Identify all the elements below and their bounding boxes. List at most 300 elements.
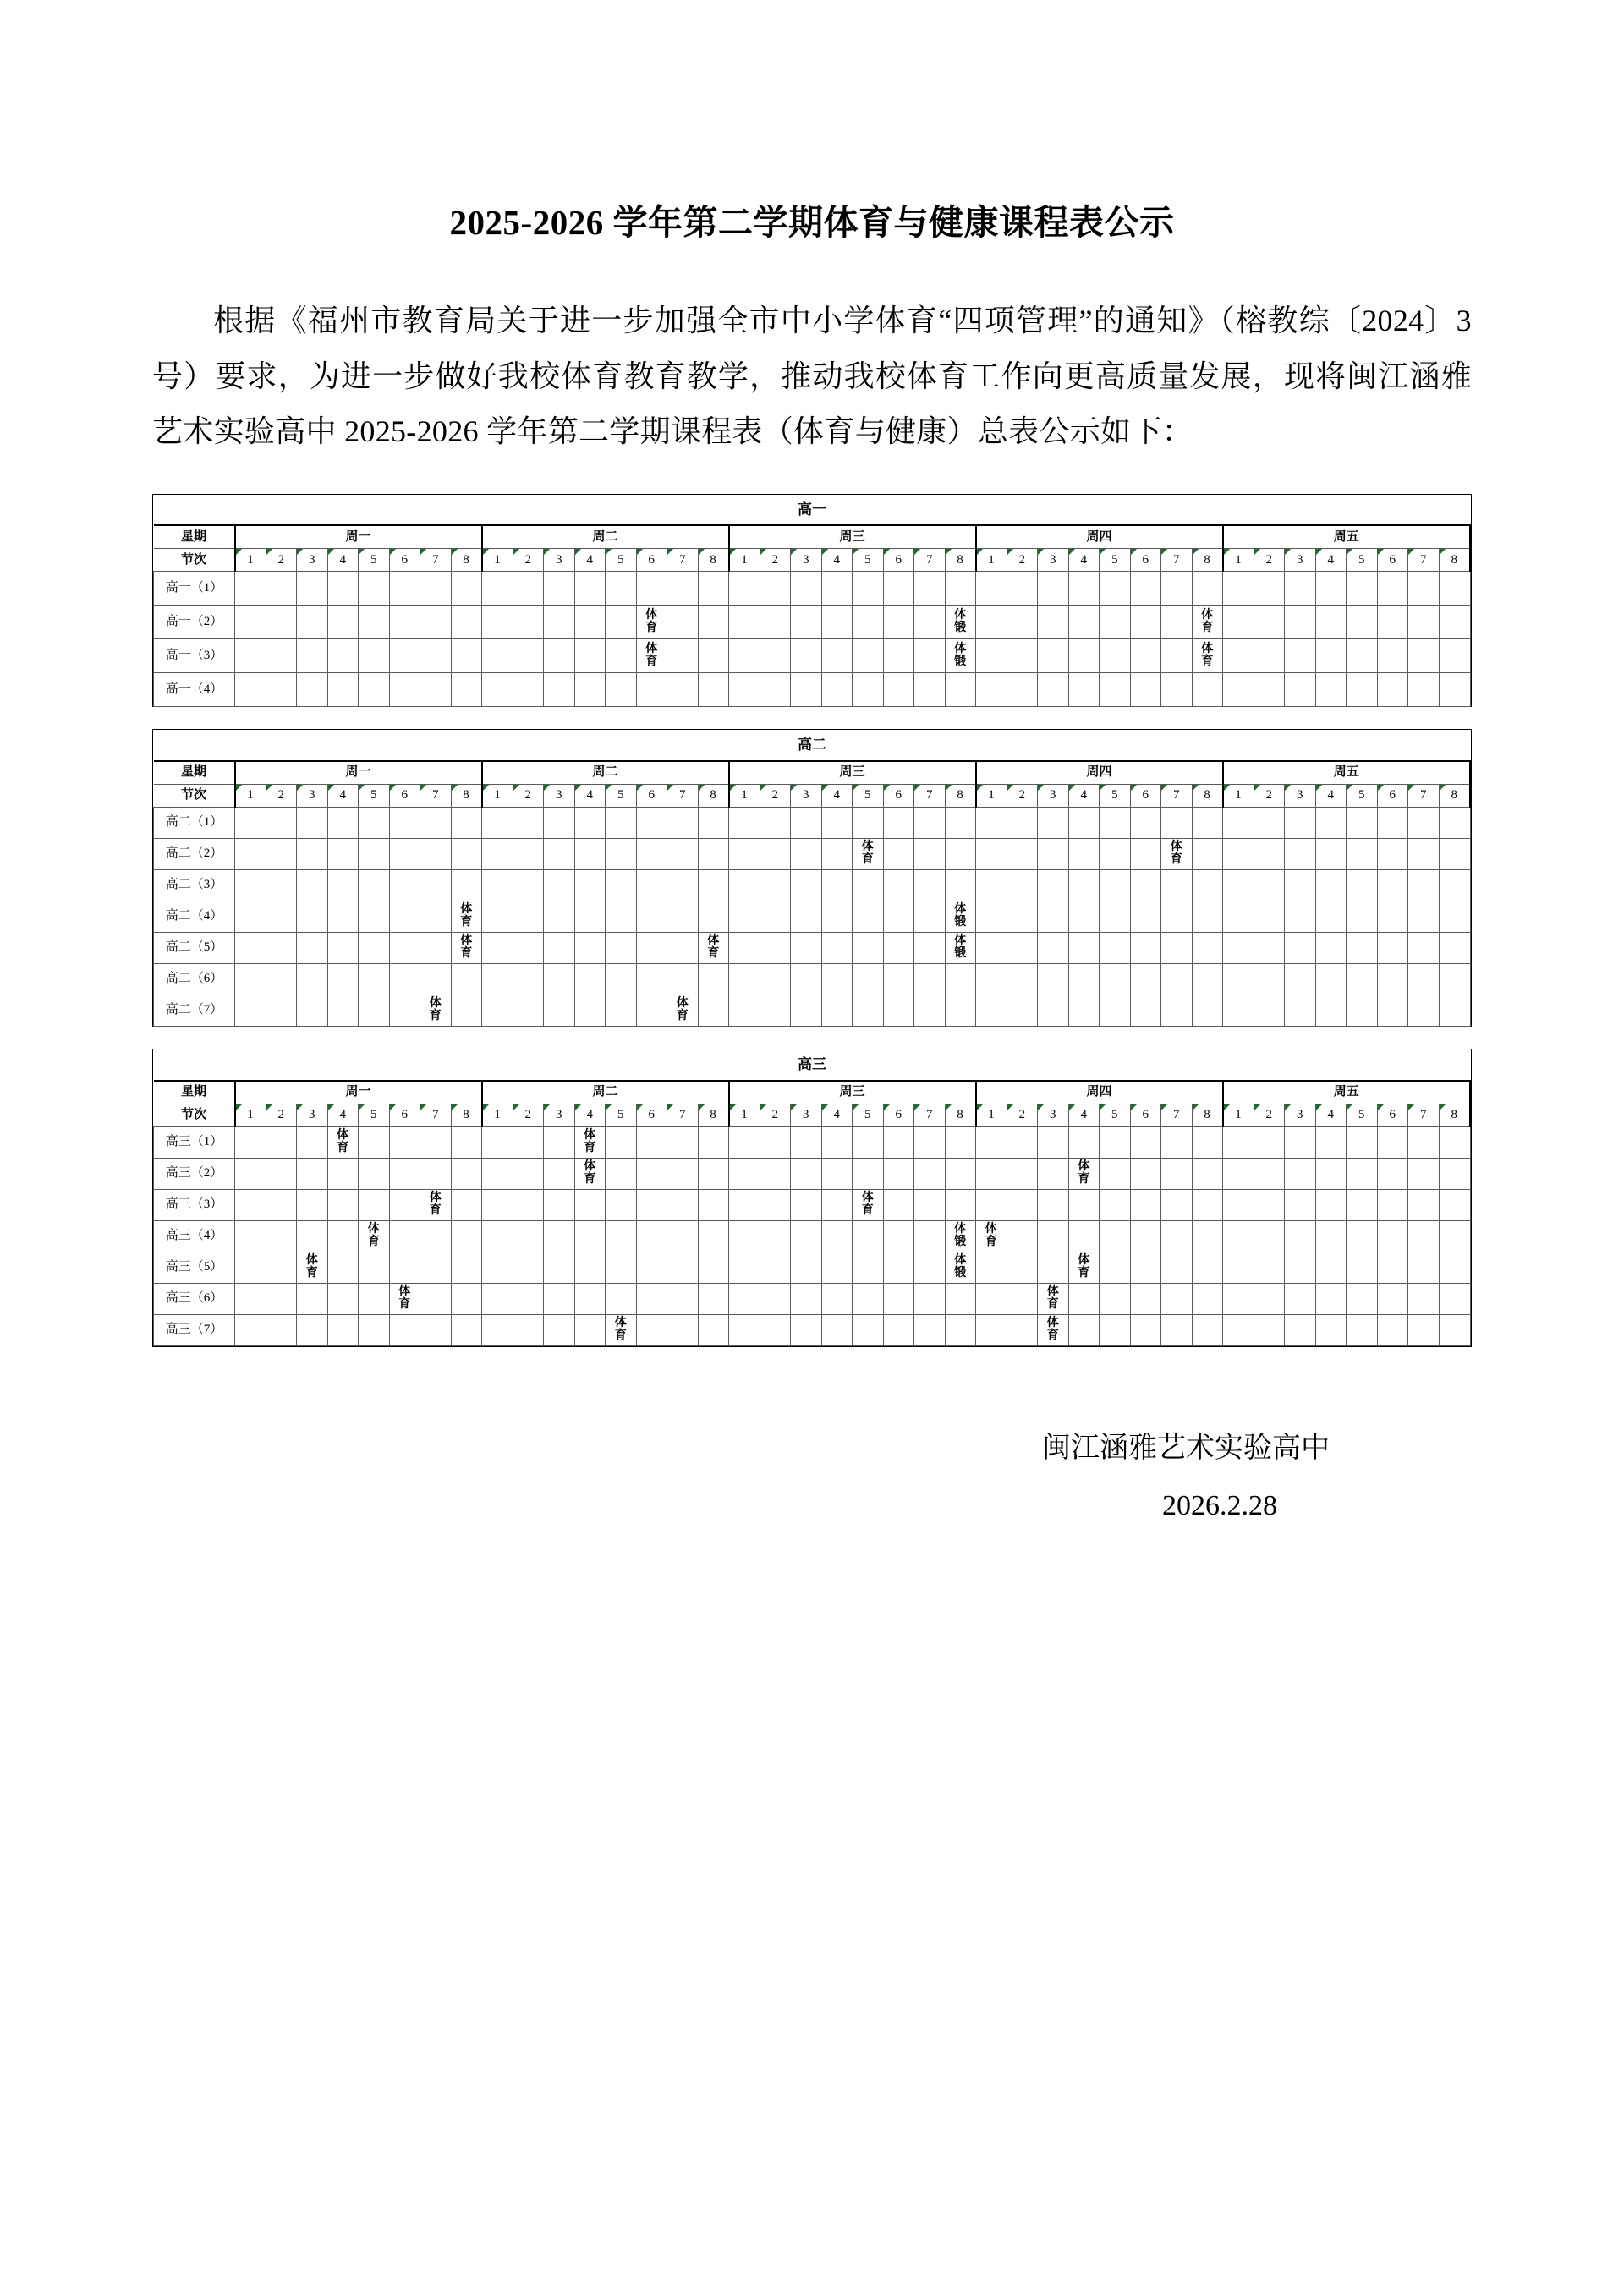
schedule-empty-cell — [1439, 1126, 1470, 1158]
timetables-area — [152, 494, 1472, 1347]
schedule-empty-cell — [1315, 606, 1347, 639]
cell-marker-icon — [822, 785, 828, 791]
period-number-cell: 5 — [359, 1104, 390, 1126]
schedule-empty-cell — [760, 995, 791, 1027]
schedule-empty-cell — [451, 1158, 482, 1189]
schedule-empty-cell — [853, 995, 884, 1027]
schedule-empty-cell — [1347, 1189, 1378, 1220]
weekday-header-cell: 周四 — [976, 761, 1223, 785]
cell-marker-icon — [1193, 549, 1199, 555]
period-number-cell: 7 — [667, 1104, 699, 1126]
period-number-cell: 3 — [1285, 549, 1316, 572]
schedule-empty-cell — [1130, 572, 1161, 606]
cell-marker-icon — [1254, 1104, 1260, 1110]
period-number-cell: 1 — [1223, 549, 1254, 572]
weekday-header-row — [154, 1081, 1471, 1104]
schedule-empty-cell — [1192, 870, 1223, 901]
schedule-empty-cell — [729, 1252, 760, 1283]
schedule-empty-cell — [1223, 1283, 1254, 1314]
schedule-empty-cell — [1100, 1189, 1131, 1220]
schedule-table — [153, 524, 1471, 707]
class-name-cell: 高三（3） — [154, 1189, 235, 1220]
schedule-empty-cell — [1439, 839, 1470, 870]
cell-marker-icon — [575, 1104, 581, 1110]
schedule-empty-cell — [1223, 1252, 1254, 1283]
period-number-cell: 2 — [1007, 785, 1038, 808]
cell-marker-icon — [606, 549, 612, 555]
schedule-empty-cell — [266, 572, 297, 606]
cell-marker-icon — [606, 1104, 612, 1110]
schedule-empty-cell — [327, 673, 359, 707]
footer-school-name: 闽江涵雅艺术实验高中 — [1042, 1432, 1330, 1464]
schedule-empty-cell — [636, 870, 667, 901]
schedule-empty-cell — [914, 606, 946, 639]
schedule-empty-cell — [667, 839, 699, 870]
schedule-empty-cell — [945, 870, 976, 901]
schedule-empty-cell — [544, 1158, 575, 1189]
schedule-empty-cell — [1130, 1252, 1161, 1283]
schedule-empty-cell — [1130, 1126, 1161, 1158]
schedule-empty-cell — [821, 964, 853, 995]
schedule-empty-cell — [636, 933, 667, 964]
schedule-empty-cell — [420, 839, 452, 870]
schedule-empty-cell — [976, 673, 1007, 707]
schedule-empty-cell — [266, 839, 297, 870]
schedule-empty-cell — [482, 901, 513, 933]
period-number-cell: 1 — [482, 785, 513, 808]
cell-marker-icon — [1100, 549, 1106, 555]
period-header-row — [154, 1104, 1471, 1126]
schedule-empty-cell — [482, 1252, 513, 1283]
schedule-empty-cell — [1408, 1314, 1440, 1345]
cell-marker-icon — [791, 1104, 797, 1110]
schedule-empty-cell — [297, 808, 328, 839]
period-number-cell: 2 — [513, 785, 544, 808]
schedule-empty-cell — [1130, 808, 1161, 839]
schedule-empty-cell — [760, 901, 791, 933]
schedule-empty-cell — [359, 808, 390, 839]
period-number-cell: 6 — [1377, 785, 1408, 808]
schedule-empty-cell — [1161, 1314, 1193, 1345]
period-number-cell: 8 — [1439, 549, 1470, 572]
schedule-empty-cell — [420, 964, 452, 995]
weekday-header-row — [154, 761, 1471, 785]
schedule-empty-cell — [1439, 933, 1470, 964]
period-number-cell: 2 — [1254, 549, 1285, 572]
schedule-empty-cell — [760, 808, 791, 839]
schedule-empty-cell — [914, 839, 946, 870]
schedule-pe-cell: 体 育 — [297, 1252, 328, 1283]
schedule-empty-cell — [791, 808, 822, 839]
schedule-empty-cell — [914, 870, 946, 901]
schedule-empty-cell — [667, 1220, 699, 1252]
schedule-empty-cell — [1192, 901, 1223, 933]
schedule-empty-cell — [1038, 839, 1069, 870]
schedule-empty-cell — [359, 870, 390, 901]
schedule-table — [153, 760, 1471, 1027]
schedule-empty-cell — [359, 995, 390, 1027]
schedule-empty-cell — [544, 572, 575, 606]
schedule-empty-cell — [636, 901, 667, 933]
schedule-empty-cell — [297, 964, 328, 995]
schedule-empty-cell — [1377, 1158, 1408, 1189]
period-number-cell: 1 — [976, 785, 1007, 808]
schedule-empty-cell — [359, 1283, 390, 1314]
schedule-table — [153, 1080, 1471, 1346]
cell-marker-icon — [420, 1104, 426, 1110]
schedule-empty-cell — [1007, 1189, 1038, 1220]
schedule-empty-cell — [976, 995, 1007, 1027]
schedule-empty-cell — [698, 639, 729, 673]
schedule-empty-cell — [883, 901, 914, 933]
schedule-empty-cell — [636, 673, 667, 707]
schedule-empty-cell — [1068, 964, 1100, 995]
schedule-empty-cell — [544, 606, 575, 639]
schedule-empty-cell — [359, 1126, 390, 1158]
schedule-empty-cell — [1315, 1314, 1347, 1345]
period-number-cell: 3 — [1038, 549, 1069, 572]
schedule-empty-cell — [1007, 1252, 1038, 1283]
schedule-empty-cell — [760, 1126, 791, 1158]
schedule-empty-cell — [976, 1126, 1007, 1158]
class-name-cell: 高三（6） — [154, 1283, 235, 1314]
schedule-empty-cell — [729, 1189, 760, 1220]
schedule-empty-cell — [729, 995, 760, 1027]
period-number-cell: 4 — [1068, 1104, 1100, 1126]
cell-marker-icon — [483, 1104, 489, 1110]
schedule-empty-cell — [235, 1126, 266, 1158]
weekday-header-cell: 周五 — [1223, 761, 1471, 785]
schedule-empty-cell — [1315, 639, 1347, 673]
weekday-header-cell: 周二 — [482, 761, 729, 785]
grade-block-spacer — [152, 1027, 1472, 1049]
period-number-cell: 5 — [853, 785, 884, 808]
schedule-empty-cell — [1408, 1220, 1440, 1252]
schedule-empty-cell — [266, 870, 297, 901]
schedule-empty-cell — [667, 1158, 699, 1189]
schedule-pe-cell: 体 育 — [1068, 1158, 1100, 1189]
schedule-empty-cell — [1007, 995, 1038, 1027]
schedule-empty-cell — [544, 839, 575, 870]
schedule-empty-cell — [976, 1283, 1007, 1314]
schedule-empty-cell — [1439, 572, 1470, 606]
period-number-cell: 3 — [544, 1104, 575, 1126]
period-number-cell: 1 — [1223, 1104, 1254, 1126]
schedule-empty-cell — [1439, 995, 1470, 1027]
period-number-cell: 5 — [1100, 1104, 1131, 1126]
cell-marker-icon — [1285, 785, 1291, 791]
cell-marker-icon — [1316, 549, 1322, 555]
schedule-pe-cell: 体 育 — [636, 606, 667, 639]
schedule-empty-cell — [1377, 1189, 1408, 1220]
period-number-cell: 6 — [1377, 1104, 1408, 1126]
schedule-empty-cell — [1100, 1158, 1131, 1189]
schedule-empty-cell — [791, 1283, 822, 1314]
schedule-empty-cell — [760, 572, 791, 606]
period-number-cell: 4 — [821, 1104, 853, 1126]
cell-marker-icon — [1224, 549, 1230, 555]
schedule-empty-cell — [821, 995, 853, 1027]
cell-marker-icon — [977, 1104, 983, 1110]
schedule-empty-cell — [235, 572, 266, 606]
cell-marker-icon — [297, 785, 303, 791]
schedule-empty-cell — [729, 964, 760, 995]
schedule-empty-cell — [482, 1314, 513, 1345]
schedule-empty-cell — [883, 572, 914, 606]
schedule-empty-cell — [1377, 673, 1408, 707]
schedule-empty-cell — [1408, 995, 1440, 1027]
schedule-empty-cell — [760, 964, 791, 995]
schedule-empty-cell — [1439, 1252, 1470, 1283]
schedule-empty-cell — [1068, 933, 1100, 964]
schedule-empty-cell — [513, 1252, 544, 1283]
schedule-empty-cell — [729, 870, 760, 901]
cell-marker-icon — [390, 549, 396, 555]
schedule-empty-cell — [1007, 572, 1038, 606]
schedule-empty-cell — [235, 1314, 266, 1345]
schedule-empty-cell — [1223, 839, 1254, 870]
schedule-empty-cell — [420, 901, 452, 933]
schedule-pe-cell: 体 育 — [327, 1126, 359, 1158]
period-number-cell: 2 — [266, 1104, 297, 1126]
announcement-body-text: 根据《福州市教育局关于进一步加强全市中小学体育“四项管理”的通知》（榕教综〔2024〕3 号）要求，为进一步做好我校体育教育教学，推动我校体育工作向更高质量发展，现将闽江涵雅艺术实验高中 2025-2026 学年第二学期课程表（体育与健康）总表公示如下： — [152, 304, 1472, 449]
schedule-empty-cell — [1285, 964, 1316, 995]
schedule-empty-cell — [389, 673, 420, 707]
cell-marker-icon — [1193, 1104, 1199, 1110]
schedule-empty-cell — [544, 808, 575, 839]
weekday-header-cell: 周三 — [729, 1081, 976, 1104]
schedule-empty-cell — [1347, 1220, 1378, 1252]
period-number-cell: 3 — [544, 785, 575, 808]
schedule-empty-cell — [1161, 901, 1193, 933]
schedule-empty-cell — [574, 1252, 606, 1283]
schedule-empty-cell — [853, 1252, 884, 1283]
schedule-empty-cell — [1130, 1158, 1161, 1189]
schedule-empty-cell — [1285, 995, 1316, 1027]
schedule-empty-cell — [544, 1189, 575, 1220]
schedule-empty-cell — [791, 933, 822, 964]
schedule-empty-cell — [1007, 839, 1038, 870]
schedule-empty-cell — [853, 808, 884, 839]
schedule-empty-cell — [636, 1158, 667, 1189]
schedule-empty-cell — [914, 901, 946, 933]
schedule-empty-cell — [1223, 1314, 1254, 1345]
schedule-pe-cell: 体 育 — [451, 901, 482, 933]
schedule-empty-cell — [327, 1189, 359, 1220]
schedule-empty-cell — [1038, 964, 1069, 995]
cell-marker-icon — [791, 785, 797, 791]
schedule-empty-cell — [667, 1314, 699, 1345]
schedule-empty-cell — [667, 933, 699, 964]
cell-marker-icon — [483, 785, 489, 791]
schedule-empty-cell — [327, 1220, 359, 1252]
schedule-empty-cell — [451, 1252, 482, 1283]
schedule-empty-cell — [482, 933, 513, 964]
cell-marker-icon — [297, 549, 303, 555]
period-header-label: 节次 — [154, 549, 235, 572]
cell-marker-icon — [359, 549, 365, 555]
schedule-empty-cell — [482, 839, 513, 870]
period-number-cell: 5 — [1100, 549, 1131, 572]
schedule-empty-cell — [1161, 995, 1193, 1027]
schedule-empty-cell — [914, 1220, 946, 1252]
schedule-empty-cell — [574, 964, 606, 995]
schedule-empty-cell — [1038, 901, 1069, 933]
period-number-cell: 6 — [389, 1104, 420, 1126]
cell-marker-icon — [853, 1104, 859, 1110]
period-number-cell: 4 — [1315, 785, 1347, 808]
schedule-empty-cell — [1223, 964, 1254, 995]
period-number-cell: 3 — [297, 785, 328, 808]
schedule-empty-cell — [359, 933, 390, 964]
schedule-empty-cell — [883, 1252, 914, 1283]
schedule-empty-cell — [1315, 964, 1347, 995]
schedule-empty-cell — [883, 839, 914, 870]
schedule-empty-cell — [1223, 572, 1254, 606]
schedule-empty-cell — [606, 572, 637, 606]
schedule-empty-cell — [235, 901, 266, 933]
schedule-empty-cell — [574, 1283, 606, 1314]
schedule-empty-cell — [853, 572, 884, 606]
cell-marker-icon — [1408, 1104, 1414, 1110]
schedule-empty-cell — [1161, 673, 1193, 707]
cell-marker-icon — [853, 549, 859, 555]
schedule-empty-cell — [945, 572, 976, 606]
schedule-empty-cell — [420, 808, 452, 839]
period-number-cell: 2 — [1254, 1104, 1285, 1126]
period-number-cell: 4 — [821, 549, 853, 572]
schedule-empty-cell — [729, 1126, 760, 1158]
cell-marker-icon — [667, 549, 673, 555]
schedule-empty-cell — [1254, 1314, 1285, 1345]
schedule-empty-cell — [1100, 606, 1131, 639]
schedule-empty-cell — [945, 995, 976, 1027]
schedule-empty-cell — [914, 933, 946, 964]
schedule-empty-cell — [266, 964, 297, 995]
schedule-empty-cell — [698, 870, 729, 901]
period-number-cell: 3 — [1038, 1104, 1069, 1126]
period-number-cell: 5 — [853, 1104, 884, 1126]
schedule-empty-cell — [698, 1126, 729, 1158]
schedule-empty-cell — [1347, 995, 1378, 1027]
period-number-cell: 2 — [513, 1104, 544, 1126]
schedule-empty-cell — [1285, 639, 1316, 673]
schedule-empty-cell — [389, 933, 420, 964]
cell-marker-icon — [1161, 549, 1167, 555]
schedule-empty-cell — [235, 995, 266, 1027]
schedule-empty-cell — [821, 1158, 853, 1189]
schedule-empty-cell — [359, 901, 390, 933]
schedule-empty-cell — [1408, 606, 1440, 639]
schedule-empty-cell — [606, 1252, 637, 1283]
schedule-empty-cell — [1038, 808, 1069, 839]
period-number-cell: 4 — [327, 549, 359, 572]
schedule-empty-cell — [451, 1220, 482, 1252]
cell-marker-icon — [946, 785, 952, 791]
schedule-empty-cell — [544, 964, 575, 995]
schedule-empty-cell — [914, 1283, 946, 1314]
schedule-empty-cell — [760, 639, 791, 673]
schedule-empty-cell — [359, 572, 390, 606]
schedule-empty-cell — [513, 1220, 544, 1252]
schedule-empty-cell — [482, 995, 513, 1027]
period-number-cell: 6 — [389, 549, 420, 572]
schedule-empty-cell — [389, 870, 420, 901]
schedule-empty-cell — [574, 808, 606, 839]
cell-marker-icon — [1161, 785, 1167, 791]
period-number-cell: 6 — [389, 785, 420, 808]
period-number-cell: 5 — [606, 1104, 637, 1126]
period-number-cell: 4 — [1068, 785, 1100, 808]
cell-marker-icon — [822, 549, 828, 555]
schedule-empty-cell — [791, 673, 822, 707]
schedule-empty-cell — [451, 673, 482, 707]
period-number-cell: 7 — [1408, 785, 1440, 808]
schedule-empty-cell — [791, 1126, 822, 1158]
schedule-empty-cell — [1254, 572, 1285, 606]
schedule-empty-cell — [760, 839, 791, 870]
schedule-empty-cell — [791, 1314, 822, 1345]
schedule-empty-cell — [1161, 572, 1193, 606]
schedule-empty-cell — [1161, 1189, 1193, 1220]
schedule-pe-cell: 体 育 — [1192, 639, 1223, 673]
schedule-empty-cell — [636, 1126, 667, 1158]
page-title: 2025-2026 学年第二学期体育与健康课程表公示 — [449, 203, 1175, 242]
schedule-empty-cell — [1130, 1220, 1161, 1252]
schedule-pe-cell: 体 育 — [667, 995, 699, 1027]
grade-block-spacer — [152, 707, 1472, 729]
schedule-empty-cell — [883, 1158, 914, 1189]
schedule-empty-cell — [883, 1220, 914, 1252]
table-row — [154, 901, 1471, 933]
schedule-empty-cell — [667, 639, 699, 673]
period-number-cell: 7 — [914, 549, 946, 572]
schedule-empty-cell — [1007, 1158, 1038, 1189]
schedule-empty-cell — [266, 901, 297, 933]
table-row — [154, 1283, 1471, 1314]
class-name-cell: 高一（3） — [154, 639, 235, 673]
schedule-empty-cell — [297, 995, 328, 1027]
schedule-pe-cell: 体 育 — [636, 639, 667, 673]
schedule-empty-cell — [451, 572, 482, 606]
cell-marker-icon — [884, 549, 890, 555]
schedule-empty-cell — [1285, 901, 1316, 933]
schedule-empty-cell — [1377, 606, 1408, 639]
cell-marker-icon — [1007, 549, 1013, 555]
schedule-empty-cell — [327, 964, 359, 995]
period-number-cell: 3 — [1038, 785, 1069, 808]
schedule-empty-cell — [945, 839, 976, 870]
schedule-empty-cell — [883, 870, 914, 901]
cell-marker-icon — [513, 1104, 519, 1110]
schedule-empty-cell — [513, 1126, 544, 1158]
schedule-empty-cell — [791, 606, 822, 639]
schedule-pe-cell: 体 育 — [1192, 606, 1223, 639]
period-header-row — [154, 785, 1471, 808]
period-number-cell: 5 — [359, 549, 390, 572]
schedule-empty-cell — [1038, 1252, 1069, 1283]
schedule-empty-cell — [914, 1252, 946, 1283]
cell-marker-icon — [606, 785, 612, 791]
schedule-empty-cell — [420, 673, 452, 707]
schedule-empty-cell — [1408, 1283, 1440, 1314]
schedule-empty-cell — [1377, 933, 1408, 964]
period-number-cell: 4 — [1315, 549, 1347, 572]
period-number-cell: 3 — [297, 549, 328, 572]
schedule-empty-cell — [1347, 1158, 1378, 1189]
schedule-empty-cell — [420, 606, 452, 639]
period-number-cell: 7 — [420, 1104, 452, 1126]
